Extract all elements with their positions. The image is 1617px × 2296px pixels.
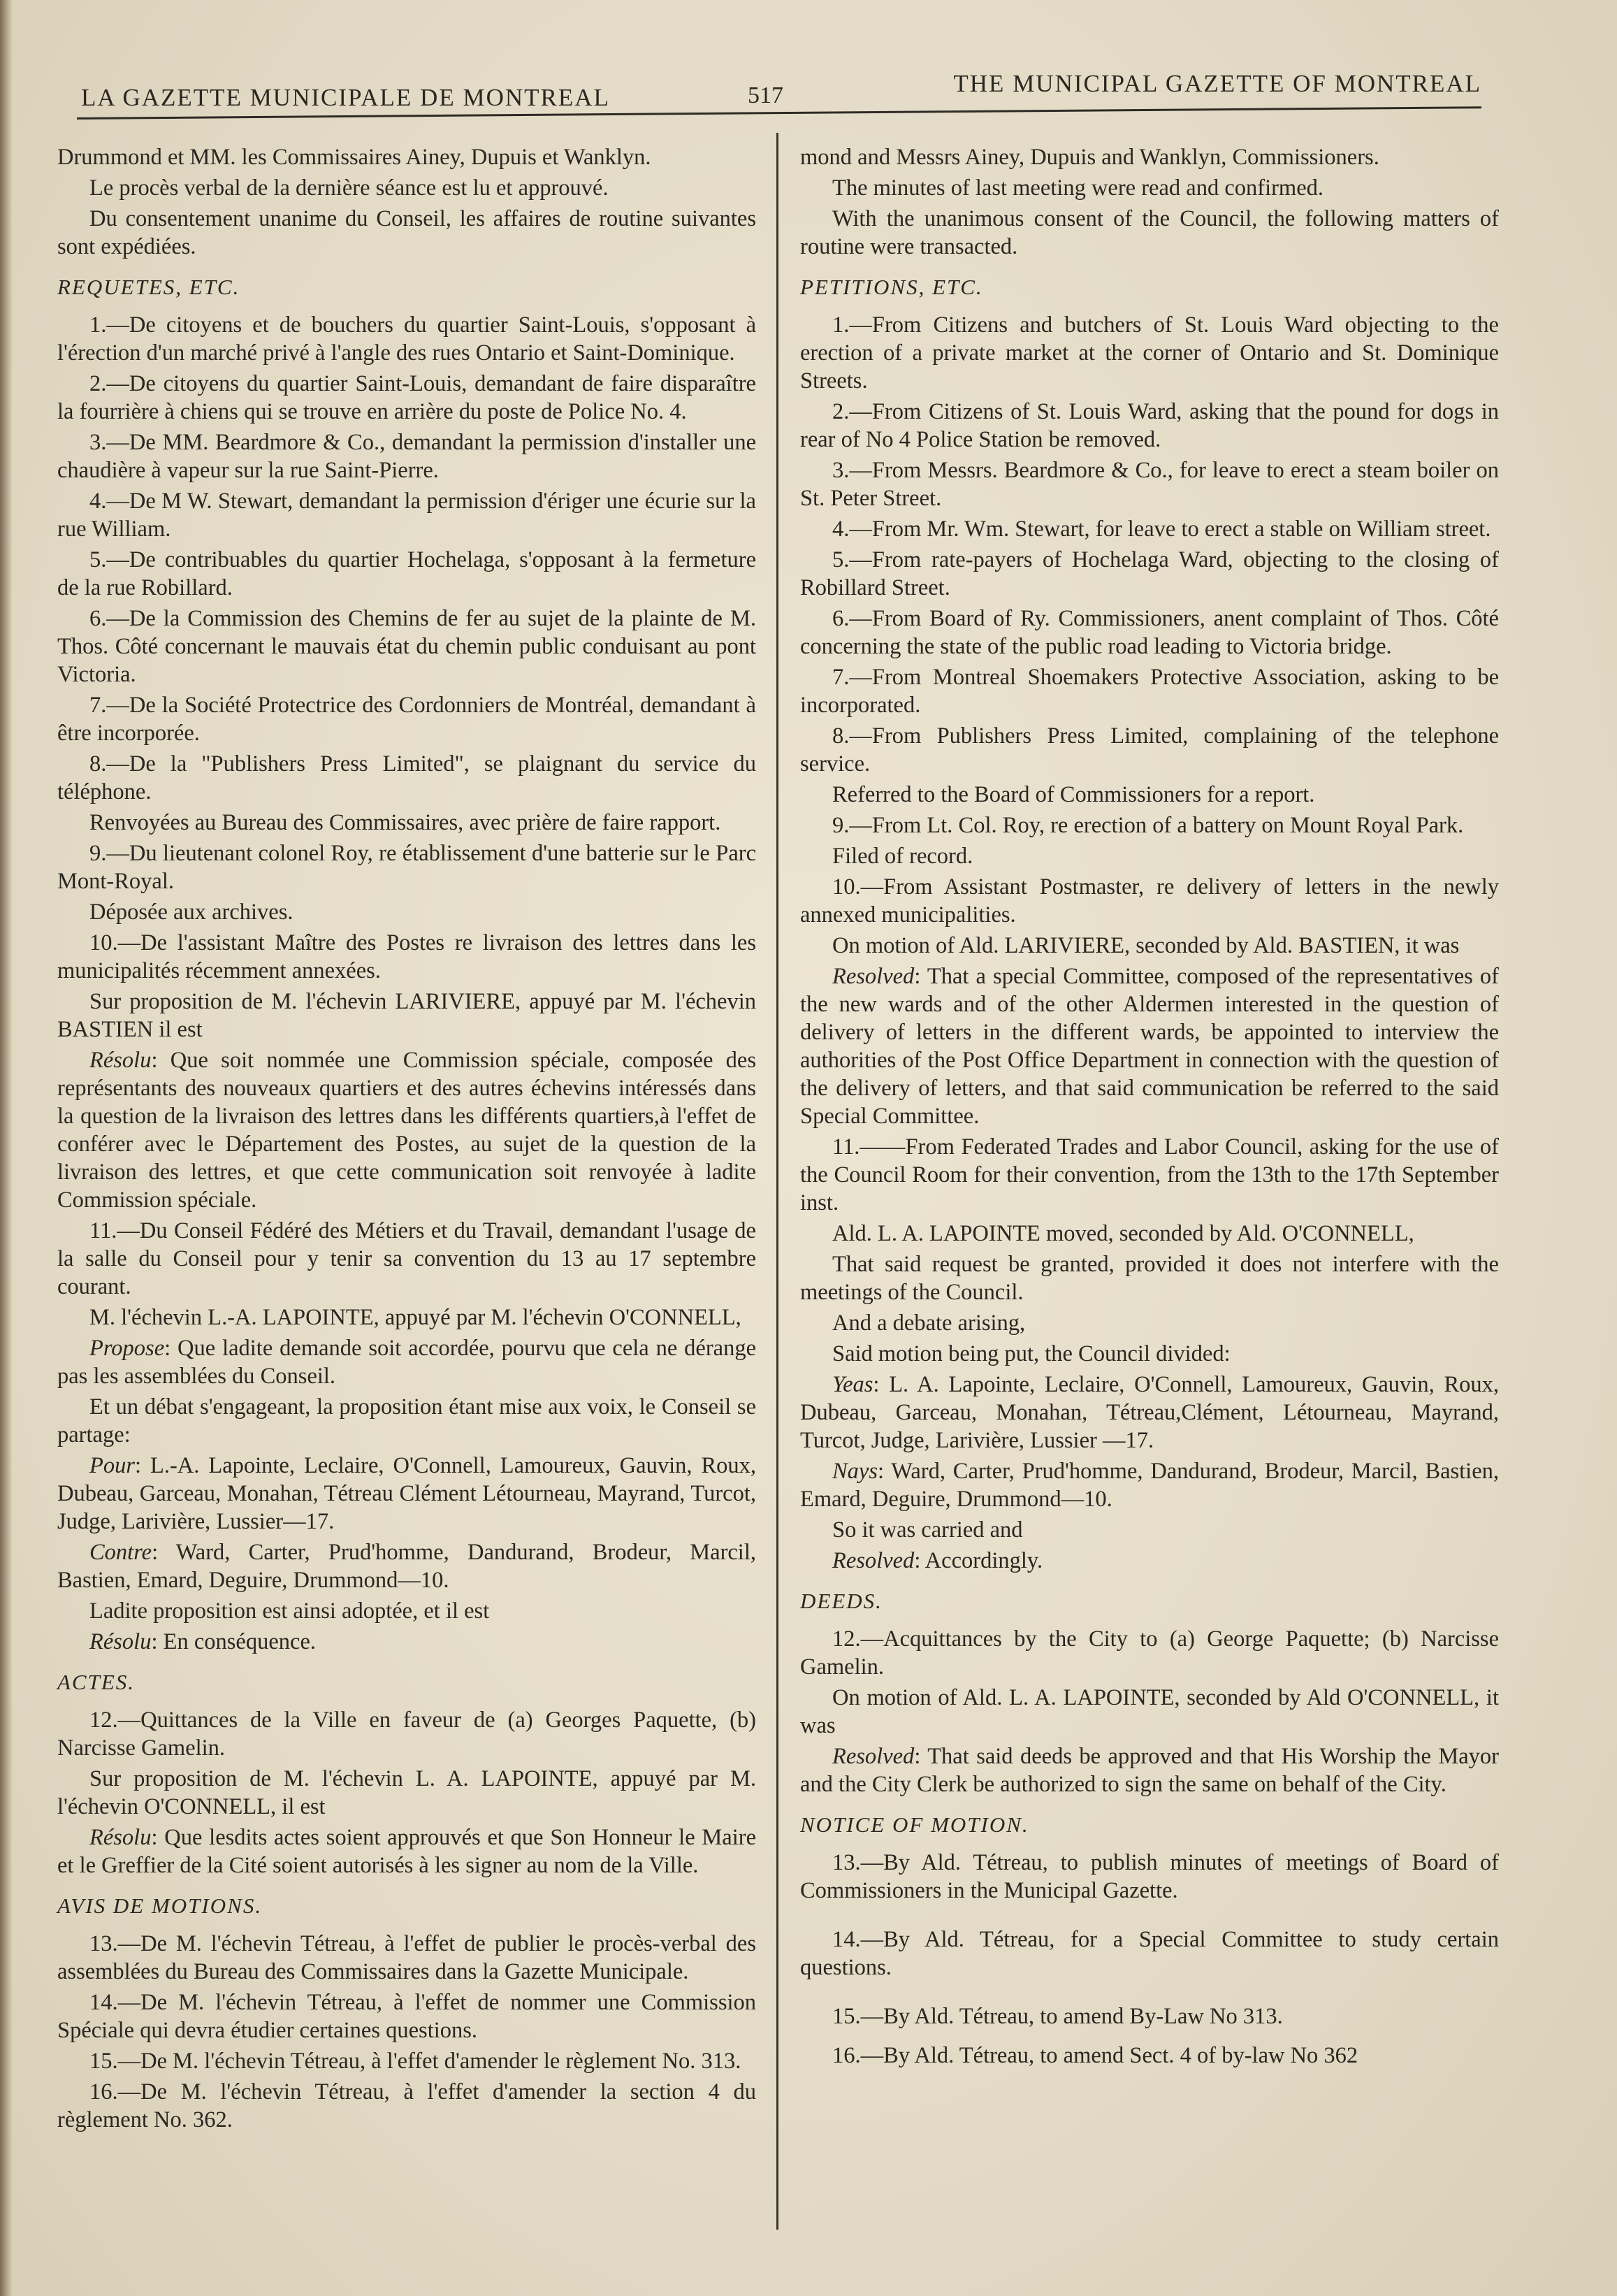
english-column [800,143,1499,2072]
paragraph: Sur proposition de M. l'échevin L. A. LAPOINTE, appuyé par M. l'échevin O'CONNELL, il est [57,1766,756,1819]
paragraph: Filed of record. [832,844,973,869]
resolution-text: : En conséquence. [151,1629,316,1654]
paragraph: That said request be granted, provided it does not interfere with the meetings of the Council. [800,1252,1499,1305]
petition-item: 5.—From rate-payers of Hochelaga Ward, objecting to the closing of Robillard Street. [800,547,1499,600]
vote-nays-names: : Ward, Carter, Prud'homme, Dandurand, Brodeur, Marcil, Bastien, Emard, Deguire, Drummond—10. [800,1459,1499,1512]
page-binding-edge [0,0,13,2296]
section-heading-deeds: DEEDS. [800,1589,883,1613]
paragraph: And a debate arising, [832,1311,1026,1336]
resolution [57,1824,756,1879]
petition-item: 7.—From Montreal Shoemakers Protective Association, asking to be incorporated. [800,665,1499,718]
motion-item: 16.—De M. l'échevin Tétreau, à l'effet d'amender la section 4 du règlement No. 362. [57,2079,756,2132]
petition-item: 4.—De M W. Stewart, demandant la permission d'ériger une écurie sur la rue William. [57,489,756,542]
paragraph: M. l'échevin L.-A. LAPOINTE, appuyé par M. l'échevin O'CONNELL, [89,1305,741,1330]
petition-item: 5.—De contribuables du quartier Hochelaga, s'opposant à la fermeture de la rue Robillard. [57,547,756,600]
petition-item: 3.—De MM. Beardmore & Co., demandant la permission d'installer une chaudière à vapeur sur la rue Saint-Pierre. [57,430,756,483]
vote-against [57,1538,756,1594]
proposal-text: : Que ladite demande soit accordée, pourvu que cela ne dérange pas les assemblées du Conseil. [57,1336,756,1389]
deed-item: 12.—Acquittances by the City to (a) George Paquette; (b) Narcisse Gamelin. [800,1626,1499,1680]
resolution [57,1046,756,1214]
resolution-label: Resolved [832,1744,915,1769]
paragraph: mond and Messrs Ainey, Dupuis and Wanklyn, Commissioners. [800,145,1379,170]
paragraph: So it was carried and [832,1517,1023,1543]
paragraph: With the unanimous consent of the Council, the following matters of routine were transacted. [800,206,1499,259]
resolution [800,962,1499,1130]
vote-for-label: Pour [89,1453,135,1478]
paragraph: The minutes of last meeting were read and confirmed. [832,175,1324,201]
petition-item: 7.—De la Société Protectrice des Cordonniers de Montréal, demandant à être incorporée. [57,693,756,746]
vote-against-label: Contre [89,1540,152,1565]
motion-item: 15.—De M. l'échevin Tétreau, à l'effet d'amender le règlement No. 313. [89,2049,741,2074]
section-heading-requetes: REQUETES, ETC. [57,275,240,299]
section-heading-actes: ACTES. [57,1670,136,1694]
motion-item: 13.—De M. l'échevin Tétreau, à l'effet de publier le procès-verbal des assemblées du Bureau des Commissaires dans la Gazette Municipale. [57,1931,756,1984]
english-running-title: THE MUNICIPAL GAZETTE OF MONTREAL [953,70,1481,97]
paragraph: On motion of Ald. L. A. LAPOINTE, seconded by Ald O'CONNELL, it was [800,1685,1499,1738]
paragraph: Le procès verbal de la dernière séance est lu et approuvé. [89,175,609,201]
petition-item: 9.—From Lt. Col. Roy, re erection of a battery on Mount Royal Park. [832,813,1464,838]
paragraph: Du consentement unanime du Conseil, les affaires de routine suivantes sont expédiées. [57,206,756,259]
motion-item: 13.—By Ald. Tétreau, to publish minutes of meetings of Board of Commissioners in the Municipal Gazette. [800,1850,1499,1903]
paragraph: Sur proposition de M. l'échevin LARIVIERE, appuyé par M. l'échevin BASTIEN il est [57,989,756,1042]
vote-for [57,1452,756,1536]
paragraph: On motion of Ald. LARIVIERE, seconded by Ald. BASTIEN, it was [832,933,1460,958]
petition-item: 1.—De citoyens et de bouchers du quartier Saint-Louis, s'opposant à l'érection d'un marché privé à l'angle des rues Ontario et Saint-Dominique. [57,312,756,366]
paragraph: Déposée aux archives. [89,900,293,925]
resolution-text: : That a special Committee, composed of the representatives of the new wards and of the other Aldermen interested in the question of delivery of letters in the different wards, be appointed to interview the authorities of the Post Office Department in connection with the question of the delivery of letters, and that said communication be referred to the said Special Committee. [800,964,1499,1129]
petition-item: 11.——From Federated Trades and Labor Council, asking for the use of the Council Room for their convention, from the 13th to the 17th September inst. [800,1134,1499,1215]
section-heading-petitions: PETITIONS, ETC. [800,275,983,299]
resolution-label: Résolu [89,1629,152,1654]
proposal [57,1334,756,1390]
column-divider [776,133,778,2230]
resolution-label: Résolu [89,1048,152,1073]
resolution-text: : Que soit nommée une Commission spéciale, composée des représentants des nouveaux quartiers et des autres échevins intéressés dans la question de la livraison des lettres dans les différents quartiers,à l'effet de conférer avec le Département des Postes, au sujet de la question de la livraison des lettres, et que cette communication soit renvoyée à ladite Commission spéciale. [57,1048,756,1213]
paragraph: Referred to the Board of Commissioners for a report. [832,782,1315,807]
petition-item: 4.—From Mr. Wm. Stewart, for leave to erect a stable on William street. [832,517,1491,542]
vote-yeas-label: Yeas [832,1372,873,1397]
section-heading-avis: AVIS DE MOTIONS. [57,1893,263,1918]
paragraph: Ald. L. A. LAPOINTE moved, seconded by Ald. O'CONNELL, [832,1221,1414,1246]
petition-item: 6.—From Board of Ry. Commissioners, anent complaint of Thos. Côté concerning the state of the public road leading to Victoria bridge. [800,606,1499,659]
petition-item: 10.—De l'assistant Maître des Postes re livraison des lettres dans les municipalités récemment annexées. [57,930,756,983]
resolution [57,1628,756,1656]
paragraph: Et un débat s'engageant, la proposition étant mise aux voix, le Conseil se partage: [57,1394,756,1447]
motion-item: 14.—By Ald. Tétreau, for a Special Committee to study certain questions. [800,1927,1499,1980]
petition-item: 9.—Du lieutenant colonel Roy, re établissement d'une batterie sur le Parc Mont-Royal. [57,841,756,894]
resolution-label: Resolved [832,964,915,989]
french-running-title: LA GAZETTE MUNICIPALE DE MONTREAL [81,84,610,111]
section-heading-notice: NOTICE OF MOTION. [800,1812,1029,1837]
vote-nays [800,1457,1499,1513]
resolution-label: Résolu [89,1825,152,1850]
vote-yeas [800,1371,1499,1454]
paragraph: Said motion being put, the Council divided: [832,1341,1231,1366]
vote-yeas-names: : L. A. Lapointe, Leclaire, O'Connell, Lamoureux, Gauvin, Roux, Dubeau, Garceau, Monahan, Tétreau,Clément, Létourneau, Mayrand, Turcot, Judge, Larivière, Lussier —17. [800,1372,1499,1453]
petition-item: 2.—De citoyens du quartier Saint-Louis, demandant de faire disparaître la fourrière à chiens qui se trouve en arrière du poste de Police No. 4. [57,371,756,424]
petition-item: 8.—De la "Publishers Press Limited", se plaignant du service du téléphone. [57,751,756,804]
petition-item: 10.—From Assistant Postmaster, re delivery of letters in the newly annexed municipalities. [800,874,1499,927]
motion-item: 15.—By Ald. Tétreau, to amend By-Law No 313. [832,2004,1283,2029]
french-column [57,143,756,2137]
petition-item: 2.—From Citizens of St. Louis Ward, asking that the pound for dogs in rear of No 4 Police Station be removed. [800,399,1499,452]
petition-item: 8.—From Publishers Press Limited, complaining of the telephone service. [800,723,1499,777]
paragraph: Drummond et MM. les Commissaires Ainey, Dupuis et Wanklyn. [57,145,651,170]
motion-item: 14.—De M. l'échevin Tétreau, à l'effet de nommer une Commission Spéciale qui devra étudier certaines questions. [57,1990,756,2043]
resolution [800,1547,1499,1575]
page-number: 517 [748,82,783,108]
resolution [800,1742,1499,1798]
petition-item: 3.—From Messrs. Beardmore & Co., for leave to erect a steam boiler on St. Peter Street. [800,458,1499,511]
vote-nays-label: Nays [832,1459,878,1484]
paragraph: Renvoyées au Bureau des Commissaires, avec prière de faire rapport. [89,810,721,835]
resolution-text: : Que lesdits actes soient approuvés et que Son Honneur le Maire et le Greffier de la Cité soient autorisés à les signer au nom de la Ville. [57,1825,756,1878]
petition-item: 1.—From Citizens and butchers of St. Louis Ward objecting to the erection of a private market at the corner of Ontario and St. Dominique Streets. [800,312,1499,394]
vote-against-names: : Ward, Carter, Prud'homme, Dandurand, Brodeur, Marcil, Bastien, Emard, Deguire, Drummond—10. [57,1540,756,1593]
deed-item: 12.—Quittances de la Ville en faveur de (a) Georges Paquette, (b) Narcisse Gamelin. [57,1707,756,1761]
motion-item: 16.—By Ald. Tétreau, to amend Sect. 4 of by-law No 362 [832,2043,1358,2068]
vote-for-names: : L.-A. Lapointe, Leclaire, O'Connell, Lamoureux, Gauvin, Roux, Dubeau, Garceau, Monahan, Tétreau Clément Létourneau, Mayrand, Turcot, Judge, Larivière, Lussier—17. [57,1453,756,1534]
paragraph: Ladite proposition est ainsi adoptée, et il est [89,1598,490,1624]
petition-item: 11.—Du Conseil Fédéré des Métiers et du Travail, demandant l'usage de la salle du Conseil pour y tenir sa convention du 13 au 17 septembre courant. [57,1218,756,1299]
resolution-label: Resolved [832,1548,915,1573]
resolution-text: : That said deeds be approved and that His Worship the Mayor and the City Clerk be authorized to sign the same on behalf of the City. [800,1744,1499,1797]
resolution-text: : Accordingly. [914,1548,1043,1573]
petition-item: 6.—De la Commission des Chemins de fer au sujet de la plainte de M. Thos. Côté concernant le mauvais état du chemin public conduisant au pont Victoria. [57,606,756,687]
proposal-label: Propose [89,1336,165,1361]
